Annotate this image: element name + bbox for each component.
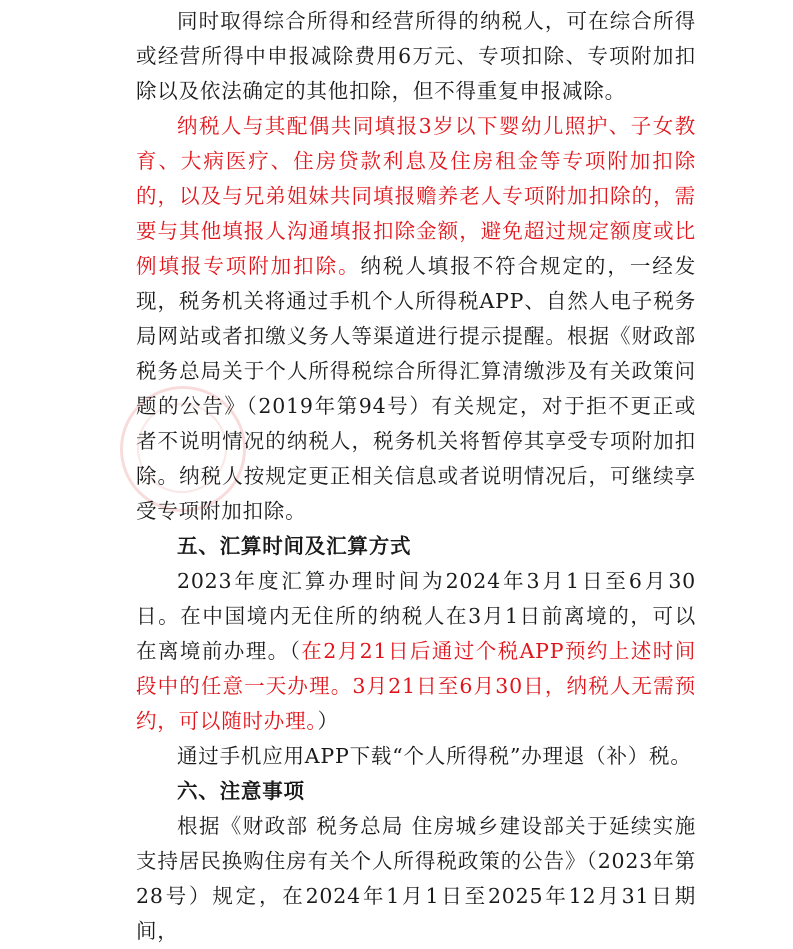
section-heading-time: 五、汇算时间及汇算方式 — [177, 534, 412, 558]
paragraph-combined-income — [136, 4, 696, 109]
text-segment: 同时取得综合所得和经营所得的纳税人，可在综合所得或经营所得中申报减除费用6万元、专项扣除、专项附加扣除以及依法确定的其他扣除，但不得重复申报减除。 — [136, 9, 696, 103]
section-heading-notes: 六、注意事项 — [177, 779, 305, 803]
paragraph-app-download: 通过手机应用APP下载“个人所得税”办理退（补）税。 — [177, 744, 692, 768]
highlighted-text: 纳税人与其配偶共同填报3岁以下婴幼儿照护、子女教育、大病医疗、住房贷款利息及住房租金等专项附加扣除的，以及与兄弟姐妹共同填报赡养老人专项附加扣除的，需要与其他填报人沟通填报扣除金额，避免超过规定额度或比例填报专项附加扣除。 — [136, 114, 696, 278]
paragraph-housing-policy: 根据《财政部 税务总局 住房城乡建设部关于延续实施支持居民换购住房有关个人所得税政策的公告》（2023年第28号）规定，在2024年1月1日至2025年12月31日期间， — [136, 814, 696, 943]
text-segment: 2023年度汇算办理时间为2024年3月1日至6月30日。在中国境内无住所的纳税人在3月1日前离境的，可以在离境前办理。（ — [136, 569, 696, 663]
highlighted-text: 在2月21日后通过个税APP预约上述时间段中的任意一天办理。3月21日至6月30日，纳税人无需预约，可以随时办理。 — [136, 639, 696, 733]
text-segment: ） — [317, 709, 339, 733]
text-segment: 纳税人填报不符合规定的，一经发现，税务机关将通过手机个人所得税APP、自然人电子税务局网站或者扣缴义务人等渠道进行提示提醒。根据《财政部 税务总局关于个人所得税综合所得汇算清缴涉及有关政策问题的公告》（2019年第94号）有关规定，对于拒不更正或者不说明情况的纳税人，税务机关将暂停其享受专项附加扣除。纳税人按规定更正相关信息或者说明情况后，可继续享受专项附加扣除。 — [136, 254, 697, 523]
document-body — [136, 4, 696, 949]
paragraph-special-deductions — [136, 109, 696, 529]
paragraph-settlement-time — [136, 564, 696, 739]
